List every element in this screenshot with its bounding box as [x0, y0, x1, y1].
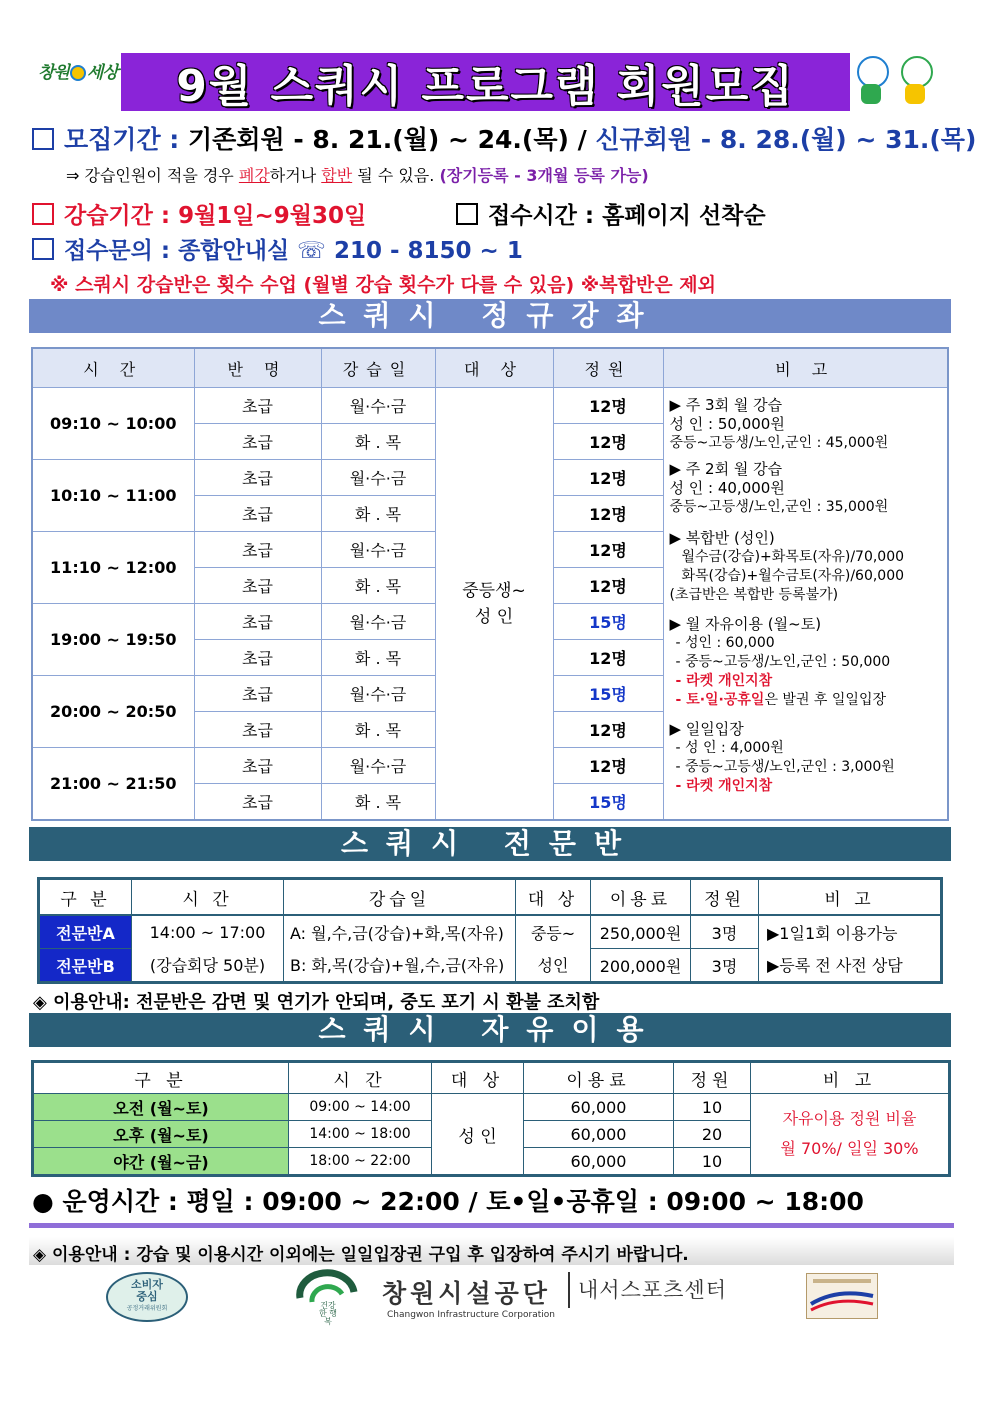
expert-days-a: A: 월,수,금(강습)+화,목(자유) — [284, 915, 516, 949]
reception-time-text: 접수시간 : 홈페이지 선착순 — [488, 203, 766, 229]
expert-fee-b: 200,000원 — [591, 949, 691, 983]
class-days: 월·수·금 — [321, 532, 435, 568]
class-days: 화 . 목 — [321, 424, 435, 460]
city-logo — [38, 58, 118, 104]
class-days: 월·수·금 — [321, 748, 435, 784]
capacity: 12명 — [553, 388, 663, 424]
class-name: 초급 — [194, 460, 321, 496]
slot-time: 11:10 ~ 12:00 — [32, 532, 194, 604]
col-note: 비 고 — [759, 879, 942, 916]
class-name: 초급 — [194, 496, 321, 532]
regular-table — [31, 347, 949, 821]
fee-notes — [663, 388, 948, 821]
note-daily-racket: - 라켓 개인지참 — [675, 778, 773, 794]
capacity: 15명 — [553, 784, 663, 821]
class-name: 초급 — [194, 604, 321, 640]
inquiry-text: 접수문의 : 종합안내실 ☏ 210 - 8150 ~ 1 — [64, 238, 523, 264]
note-closed: 폐강 — [238, 166, 270, 185]
col-division: 구 분 — [33, 1062, 289, 1094]
note-free-adult: - 성인 : 60,000 — [675, 635, 775, 651]
expert-time: 14:00 ~ 17:00 — [132, 915, 284, 949]
free-note-a: 자유이용 정원 비율 — [782, 1109, 917, 1128]
table-header — [33, 1062, 950, 1094]
note-combo-b: 화목(강습)+월수금토(자유)/60,000 — [681, 568, 905, 584]
usage-notice: ◈ 이용안내 : 강습 및 이용시간 이외에는 일일입장권 구입 후 입장하여 주시기 바랍니다. — [33, 1245, 689, 1265]
col-time: 시 간 — [132, 879, 284, 916]
expert-duration: (강습회당 50분) — [132, 949, 284, 983]
slot-time: 21:00 ~ 21:50 — [32, 748, 194, 821]
capacity: 12명 — [553, 532, 663, 568]
note-mid: 하거나 — [269, 166, 322, 185]
regular-banner: 스쿼시 정규강좌 — [29, 299, 951, 333]
slogan-text: 건강한 행복 — [319, 1301, 337, 1326]
note-long-term: (장기등록 - 3개월 등록 가능) — [439, 166, 649, 185]
capacity: 12명 — [553, 460, 663, 496]
recruit-existing: 기존회원 - 8. 21.(월) ~ 24.(목) / — [188, 125, 596, 154]
consumer-a: 소비자 — [131, 1278, 163, 1291]
target-cell: 중등생~ 성 인 — [435, 388, 553, 821]
table-header — [32, 348, 948, 388]
class-days: 월·수·금 — [321, 460, 435, 496]
free-note-b: 월 70%/ 일일 30% — [780, 1139, 919, 1158]
class-name: 초급 — [194, 640, 321, 676]
col-capacity: 정원 — [691, 879, 759, 916]
col-days: 강습일 — [284, 879, 516, 916]
col-time: 시 간 — [289, 1062, 432, 1094]
free-label: 야간 (월~금) — [33, 1148, 289, 1176]
consumer-b: 중심 — [136, 1290, 158, 1303]
checkbox-icon — [456, 203, 478, 225]
class-days: 화 . 목 — [321, 640, 435, 676]
col-fee: 이용료 — [524, 1062, 674, 1094]
class-name: 초급 — [194, 748, 321, 784]
title-banner — [121, 53, 850, 111]
expert-banner: 스쿼시 전문반 — [29, 827, 951, 861]
note-combo-title: ▶ 복합반 (성인) — [669, 529, 775, 547]
slot-time: 19:00 ~ 19:50 — [32, 604, 194, 676]
note-free-weekend — [670, 691, 942, 710]
lesson-warning: ※ 스쿼시 강습반은 횟수 수업 (월별 강습 횟수가 다를 수 있음) ※복합반은 제외 — [50, 274, 716, 296]
table-header — [39, 879, 942, 916]
mascot-green-icon — [896, 56, 934, 106]
lesson-period-text: 강습기간 : 9월1일~9월30일 — [64, 203, 367, 229]
expert-table — [37, 877, 943, 984]
consumer-c: 공정거래위원회 — [126, 1305, 168, 1312]
note-free-youth: - 중등~고등생/노인,군인 : 50,000 — [675, 654, 891, 670]
note-daily-youth: - 중등~고등생/노인,군인 : 3,000원 — [675, 759, 895, 775]
free-banner: 스쿼시 자유이용 — [29, 1013, 951, 1047]
col-time: 시 간 — [32, 348, 194, 388]
table-row — [39, 915, 942, 949]
logo-text-left: 창원 — [38, 63, 69, 83]
sun-icon — [70, 65, 86, 81]
free-note — [751, 1094, 950, 1176]
note-combo-a: 월수금(강습)+화목토(자유)/70,000 — [681, 549, 905, 565]
col-note: 비 고 — [663, 348, 948, 388]
expert-notice: ◈ 이용안내: 전문반은 감면 및 연기가 안되며, 중도 포기 시 환불 조치함 — [33, 992, 600, 1013]
col-target: 대 상 — [435, 348, 553, 388]
class-days: 화 . 목 — [321, 568, 435, 604]
closure-note — [66, 163, 649, 186]
capacity: 12명 — [553, 748, 663, 784]
class-days: 월·수·금 — [321, 388, 435, 424]
note-2x-adult: 성 인 : 40,000원 — [669, 479, 785, 497]
slot-time: 20:00 ~ 20:50 — [32, 676, 194, 748]
note-combo-c: (초급반은 복합반 등록불가) — [669, 587, 839, 603]
recruit-new: 신규회원 - 8. 28.(월) ~ 31.(목) — [595, 125, 977, 154]
expert-note-a: ▶1일1회 이용가능 — [759, 915, 942, 949]
note-free-racket: - 라켓 개인지참 — [675, 673, 773, 689]
table-row — [32, 388, 948, 424]
free-table — [31, 1060, 951, 1177]
expert-target: 중등~ — [516, 915, 591, 949]
free-fee: 60,000 — [524, 1148, 674, 1176]
col-note: 비 고 — [751, 1062, 950, 1094]
note-merge: 합반 — [321, 166, 353, 185]
free-fee: 60,000 — [524, 1094, 674, 1121]
free-time: 14:00 ~ 18:00 — [289, 1121, 432, 1148]
note-weekend-red: 토·일·공휴일 — [686, 692, 765, 708]
free-label: 오후 (월~토) — [33, 1121, 289, 1148]
note-dash: - — [675, 692, 687, 708]
checkbox-icon — [32, 203, 54, 225]
class-days: 월·수·금 — [321, 604, 435, 640]
free-cap: 10 — [674, 1148, 751, 1176]
class-name: 초급 — [194, 784, 321, 821]
free-target: 성 인 — [432, 1094, 524, 1176]
table-row — [33, 1094, 950, 1121]
capacity: 12명 — [553, 568, 663, 604]
note-daily-adult: - 성 인 : 4,000원 — [675, 740, 784, 756]
expert-days-b: B: 화,목(강습)+월,수,금(자유) — [284, 949, 516, 983]
expert-class-a: 전문반A — [39, 915, 132, 949]
certification-badge-icon — [806, 1273, 878, 1319]
expert-cap-b: 3명 — [691, 949, 759, 983]
free-time: 18:00 ~ 22:00 — [289, 1148, 432, 1176]
col-days: 강습일 — [321, 348, 435, 388]
note-free-title: ▶ 월 자유이용 (월~토) — [669, 615, 822, 633]
class-name: 초급 — [194, 712, 321, 748]
checkbox-icon — [32, 128, 54, 150]
operating-hours: ● 운영시간 : 평일 : 09:00 ~ 22:00 / 토•일•공휴일 : 09:00 ~ 18:00 — [32, 1187, 864, 1216]
page-title: 9월 스쿼시 프로그램 회원모집 — [176, 61, 795, 112]
divider — [568, 1272, 570, 1308]
consumer-badge — [106, 1272, 188, 1322]
note-2x-youth: 중등~고등생/노인,군인 : 35,000원 — [669, 499, 889, 515]
class-days: 월·수·금 — [321, 676, 435, 712]
note-prefix: ⇒ 강습인원이 적을 경우 — [66, 166, 239, 185]
reception-time — [456, 197, 766, 230]
checkbox-icon — [32, 238, 54, 260]
note-daily-title: ▶ 일일입장 — [669, 720, 744, 738]
capacity: 12명 — [553, 712, 663, 748]
capacity: 15명 — [553, 604, 663, 640]
expert-fee-a: 250,000원 — [591, 915, 691, 949]
recruit-period — [32, 120, 976, 156]
class-days: 화 . 목 — [321, 784, 435, 821]
col-capacity: 정원 — [553, 348, 663, 388]
org-sub: Changwon Infrastructure Corporation — [387, 1310, 555, 1320]
note-2x-title: ▶ 주 2회 월 강습 — [669, 460, 783, 478]
lesson-period — [32, 197, 366, 230]
free-fee: 60,000 — [524, 1121, 674, 1148]
free-cap: 20 — [674, 1121, 751, 1148]
class-name: 초급 — [194, 424, 321, 460]
mascots — [852, 56, 942, 110]
note-3x-title: ▶ 주 3회 월 강습 — [669, 396, 783, 414]
divider — [29, 1223, 954, 1228]
class-name: 초급 — [194, 388, 321, 424]
col-fee: 이용료 — [591, 879, 691, 916]
capacity: 15명 — [553, 676, 663, 712]
capacity: 12명 — [553, 424, 663, 460]
free-time: 09:00 ~ 14:00 — [289, 1094, 432, 1121]
class-name: 초급 — [194, 676, 321, 712]
col-target: 대 상 — [432, 1062, 524, 1094]
class-name: 초급 — [194, 568, 321, 604]
inquiry — [32, 232, 523, 265]
class-days: 화 . 목 — [321, 712, 435, 748]
slot-time: 09:10 ~ 10:00 — [32, 388, 194, 460]
col-division: 구 분 — [39, 879, 132, 916]
col-target: 대 상 — [516, 879, 591, 916]
org-name: 창원시설공단 — [382, 1279, 551, 1308]
note-weekend-rest: 은 발권 후 일일입장 — [764, 692, 886, 708]
center-name: 내서스포츠센터 — [578, 1278, 728, 1302]
col-capacity: 정원 — [674, 1062, 751, 1094]
note-3x-adult: 성 인 : 50,000원 — [669, 415, 785, 433]
logo-text-right: 세상 — [86, 63, 118, 83]
free-cap: 10 — [674, 1094, 751, 1121]
corp-emblem-icon — [292, 1268, 362, 1324]
expert-cap-a: 3명 — [691, 915, 759, 949]
expert-class-b: 전문반B — [39, 949, 132, 983]
expert-target-b: 성인 — [516, 949, 591, 983]
note-suffix: 될 수 있음. — [352, 166, 440, 185]
class-days: 화 . 목 — [321, 496, 435, 532]
slot-time: 10:10 ~ 11:00 — [32, 460, 194, 532]
free-label: 오전 (월~토) — [33, 1094, 289, 1121]
note-3x-youth: 중등~고등생/노인,군인 : 45,000원 — [669, 435, 889, 451]
expert-note-b: ▶등록 전 사전 상담 — [759, 949, 942, 983]
mascot-blue-icon — [852, 56, 890, 106]
class-name: 초급 — [194, 532, 321, 568]
capacity: 12명 — [553, 640, 663, 676]
recruit-label: 모집기간 : — [64, 125, 189, 154]
table-row — [39, 949, 942, 983]
capacity: 12명 — [553, 496, 663, 532]
col-class: 반 명 — [194, 348, 321, 388]
